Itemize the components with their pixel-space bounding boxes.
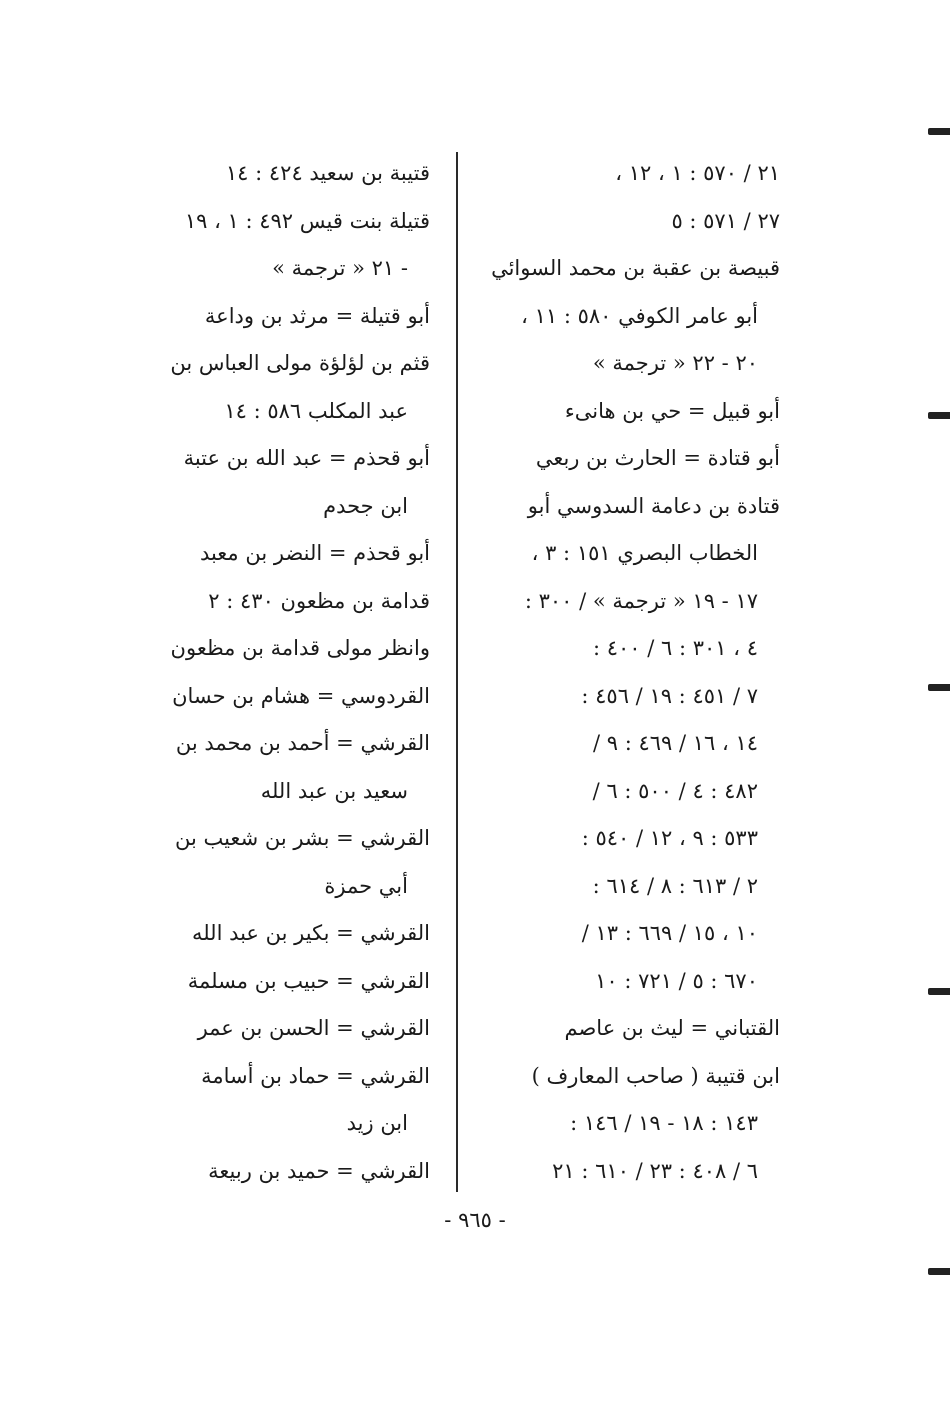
- index-line: القرشي = أحمد بن محمد بن: [175, 731, 430, 755]
- index-line: القرشي = بشر بن شعيب بن: [174, 826, 430, 850]
- index-column-left: [130, 150, 430, 1195]
- margin-mark: [928, 412, 950, 419]
- index-line: القردوسي = هشام بن حسان: [172, 683, 430, 708]
- index-line: أبو قتيلة = مرثد بن وداعة: [204, 303, 430, 328]
- index-line: أبو قبيل = حي بن هانىء: [564, 398, 780, 423]
- index-line: القرشي = حماد بن أسامة: [201, 1063, 430, 1088]
- index-line: الخطاب البصري ١٥١ : ٣ ،: [531, 541, 758, 565]
- index-line: قتادة بن دعامة السدوسي أبو: [527, 493, 780, 518]
- index-line: ١٤ ، ١٦ / ٤٦٩ : ٩ /: [592, 731, 758, 755]
- index-line: سعيد بن عبد الله: [260, 778, 408, 803]
- index-line: ٢ / ٦١٣ : ٨ / ٦١٤ :: [592, 873, 758, 898]
- index-line: ٦٧٠ : ٥ / ٧٢١ : ١٠: [595, 968, 758, 993]
- margin-mark: [928, 128, 950, 135]
- index-line: ابن زيد: [346, 1111, 408, 1135]
- index-line: ٧ / ٤٥١ : ١٩ / ٤٥٦ :: [581, 683, 758, 708]
- index-line: أبو قتادة = الحارث بن ربعي: [535, 446, 780, 470]
- index-line: القرشي = الحسن بن عمر: [197, 1016, 430, 1040]
- index-line: ابن قتيبة ( صاحب المعارف ): [531, 1063, 780, 1088]
- index-line: ١٤٣ : ١٨ - ١٩ / ١٤٦ :: [570, 1111, 758, 1135]
- index-line: قثم بن لؤلؤة مولى العباس بن: [170, 351, 430, 375]
- index-line: أبو قحذم = النضر بن معبد: [199, 541, 430, 565]
- index-line: ١٠ ، ١٥ / ٦٦٩ : ١٣ /: [581, 921, 758, 945]
- index-line: ٤٨٢ : ٤ / ٥٠٠ : ٦ /: [592, 778, 758, 803]
- index-line: قبيصة بن عقبة بن محمد السوائي: [491, 256, 780, 280]
- index-line: وانظر مولى قدامة بن مظعون: [170, 636, 430, 660]
- column-divider: [456, 152, 458, 1192]
- index-line: القرشي = بكير بن عبد الله: [191, 921, 430, 945]
- index-line: أبي حمزة: [324, 873, 408, 898]
- index-line: القرشي = حميد بن ربيعة: [208, 1158, 430, 1183]
- index-line: ٢١ / ٥٧٠ : ١ ، ١٢ ،: [615, 161, 780, 185]
- index-line: - ٢١ « ترجمة »: [272, 256, 408, 280]
- index-line: القتباني = ليث بن عاصم: [564, 1016, 780, 1040]
- index-line: ٤ ، ٣٠١ : ٦ / ٤٠٠ :: [592, 636, 758, 660]
- page-number: - ٩٦٥ -: [444, 1208, 506, 1232]
- index-column-right: [460, 150, 780, 1195]
- index-line: ٦ / ٤٠٨ : ٢٣ / ٦١٠ : ٢١: [552, 1158, 758, 1183]
- index-line: القرشي = حبيب بن مسلمة: [187, 968, 430, 993]
- index-line: ١٧ - ١٩ « ترجمة » / ٣٠٠ :: [524, 588, 758, 613]
- index-line: ٢٠ - ٢٢ « ترجمة »: [592, 351, 758, 375]
- margin-mark: [928, 684, 950, 691]
- index-line: قتيلة بنت قيس ٤٩٢ : ١ ، ١٩: [184, 208, 430, 233]
- index-line: قتيبة بن سعيد ٤٢٤ : ١٤: [225, 161, 430, 185]
- index-line: أبو عامر الكوفي ٥٨٠ : ١١ ،: [521, 303, 758, 328]
- margin-mark: [928, 988, 950, 995]
- index-line: ٢٧ / ٥٧١ : ٥: [671, 208, 780, 233]
- index-line: أبو قحذم = عبد الله بن عتبة: [183, 446, 430, 470]
- margin-mark: [928, 1268, 950, 1275]
- index-line: عبد المكلب ٥٨٦ : ١٤: [224, 398, 408, 423]
- index-line: ابن جحدم: [323, 493, 408, 518]
- index-line: ٥٣٣ : ٩ ، ١٢ / ٥٤٠ :: [581, 826, 758, 850]
- index-line: قدامة بن مظعون ٤٣٠ : ٢: [208, 588, 430, 613]
